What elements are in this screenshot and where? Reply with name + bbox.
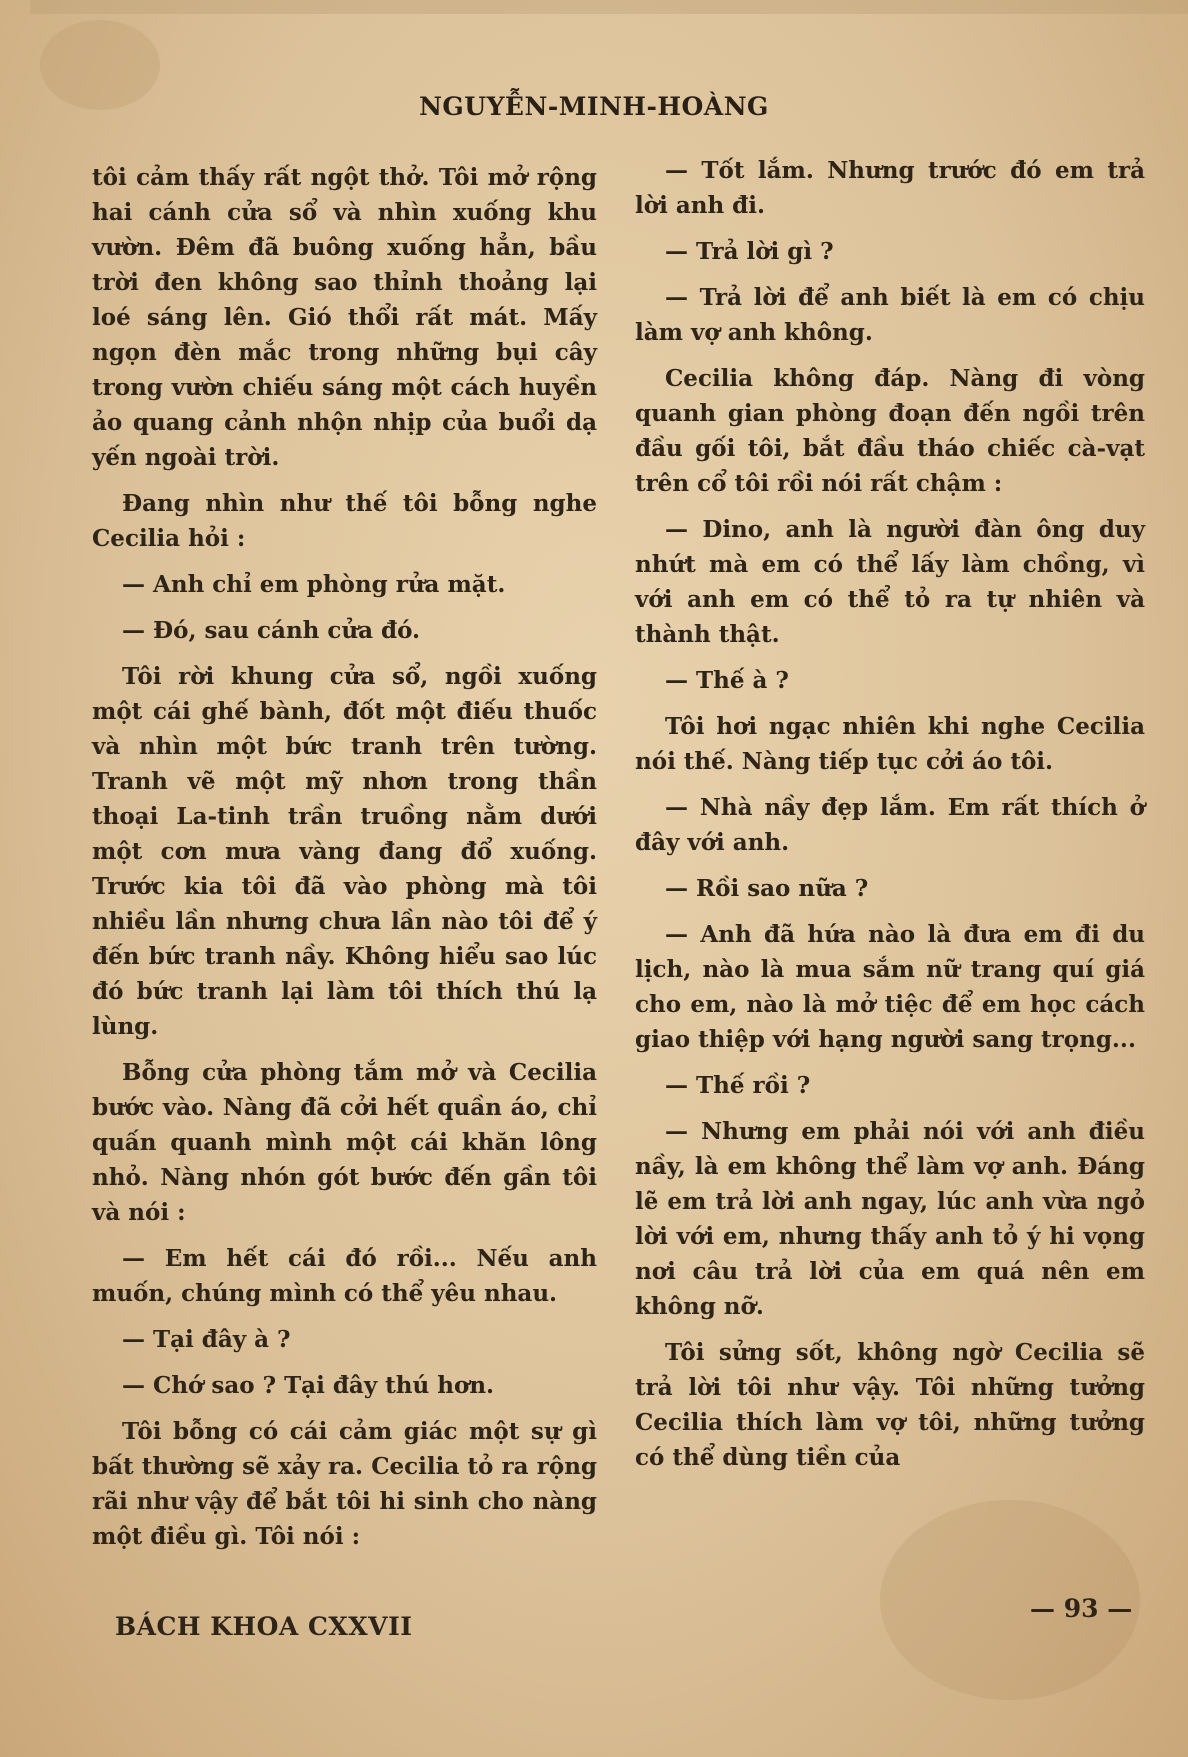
- paragraph: — Anh đã hứa nào là đưa em đi du lịch, nào là mua sắm nữ trang quí giá cho em, nào là mở tiệc để em học cách giao thiệp với hạng người sang trọng...: [635, 921, 1145, 1053]
- paragraph: — Đó, sau cánh cửa đó.: [122, 617, 421, 644]
- paragraph: Cecilia không đáp. Nàng đi vòng quanh gian phòng đoạn đến ngồi trên đầu gối tôi, bắt đầu tháo chiếc cà-vạt trên cổ tôi rồi nói rất chậm :: [635, 365, 1145, 497]
- paragraph: — Nhà nầy đẹp lắm. Em rất thích ở đây với anh.: [635, 794, 1145, 856]
- paragraph: — Nhưng em phải nói với anh điều nầy, là em không thể làm vợ anh. Đáng lẽ em trả lời anh ngay, lúc anh vừa ngỏ lời với em, nhưng thấy anh tỏ ý hi vọng nơi câu trả lời của em quá nên em không nỡ.: [635, 1118, 1145, 1320]
- paragraph: tôi cảm thấy rất ngột thở. Tôi mở rộng hai cánh cửa sổ và nhìn xuống khu vườn. Đêm đã buông xuống hẳn, bầu trời đen không sao thỉnh thoảng lại loé sáng lên. Gió thổi rất mát. Mấy ngọn đèn mắc trong những bụi cây trong vườn chiếu sáng một cách huyền ảo quang cảnh nhộn nhịp của buổi dạ yến ngoài trời.: [92, 164, 597, 471]
- left-column: [92, 160, 597, 1565]
- paragraph: — Tốt lắm. Nhưng trước đó em trả lời anh đi.: [635, 157, 1145, 219]
- paragraph: — Dino, anh là người đàn ông duy nhứt mà em có thể lấy làm chồng, vì với anh em có thể tỏ ra tự nhiên và thành thật.: [635, 516, 1145, 648]
- paragraph: — Anh chỉ em phòng rửa mặt.: [122, 571, 506, 598]
- paragraph: Tôi hơi ngạc nhiên khi nghe Cecilia nói thế. Nàng tiếp tục cởi áo tôi.: [635, 713, 1145, 775]
- paragraph: — Rồi sao nữa ?: [665, 875, 869, 902]
- paragraph: — Em hết cái đó rồi... Nếu anh muốn, chúng mình có thể yêu nhau.: [92, 1245, 597, 1307]
- paragraph: — Thế à ?: [665, 667, 789, 694]
- right-column: [635, 153, 1145, 1486]
- paragraph: — Thế rồi ?: [665, 1072, 811, 1099]
- page-top-edge: [30, 0, 1188, 14]
- paragraph: Đang nhìn như thế tôi bỗng nghe Cecilia hỏi :: [92, 490, 597, 552]
- page-number: — 93 —: [1030, 1594, 1133, 1623]
- paragraph: — Tại đây à ?: [122, 1326, 291, 1353]
- paragraph: — Trả lời gì ?: [665, 238, 834, 265]
- paragraph: — Chớ sao ? Tại đây thú hơn.: [122, 1372, 495, 1399]
- paragraph: Tôi rời khung cửa sổ, ngồi xuống một cái ghế bành, đốt một điếu thuốc và nhìn một bức tranh trên tường. Tranh vẽ một mỹ nhơn trong thần thoại La-tinh trần truồng nằm dưới một cơn mưa vàng đang đổ xuống. Trước kia tôi đã vào phòng mà tôi nhiều lần nhưng chưa lần nào tôi để ý đến bức tranh nầy. Không hiểu sao lúc đó bức tranh lại làm tôi thích thú lạ lùng.: [92, 663, 597, 1040]
- page-header: NGUYỄN-MINH-HOÀNG: [419, 92, 769, 121]
- publication-footer: BÁCH KHOA CXXVII: [115, 1612, 413, 1641]
- paragraph: — Trả lời để anh biết là em có chịu làm vợ anh không.: [635, 284, 1145, 346]
- paragraph: Tôi bỗng có cái cảm giác một sự gì bất thường sẽ xảy ra. Cecilia tỏ ra rộng rãi như vậy để bắt tôi hi sinh cho nàng một điều gì. Tôi nói :: [92, 1418, 597, 1550]
- paragraph: Bỗng cửa phòng tắm mở và Cecilia bước vào. Nàng đã cởi hết quần áo, chỉ quấn quanh mình một cái khăn lông nhỏ. Nàng nhón gót bước đến gần tôi và nói :: [92, 1059, 597, 1226]
- paragraph: Tôi sửng sốt, không ngờ Cecilia sẽ trả lời tôi như vậy. Tôi những tưởng Cecilia thích làm vợ tôi, những tưởng có thể dùng tiền của: [635, 1339, 1145, 1471]
